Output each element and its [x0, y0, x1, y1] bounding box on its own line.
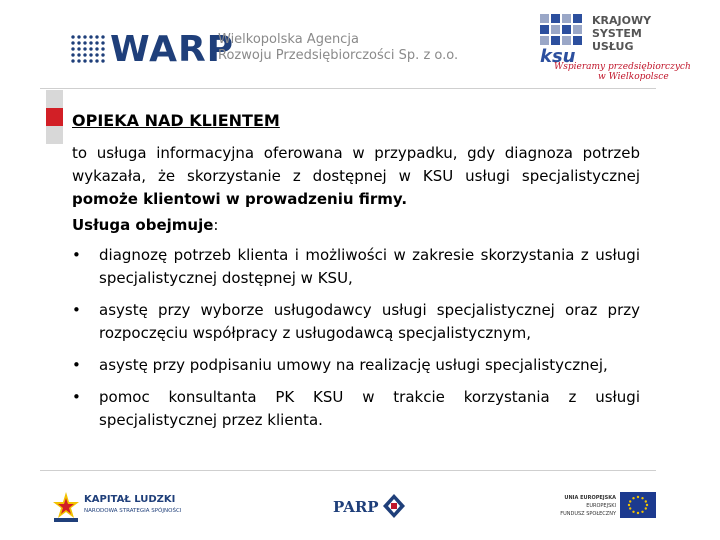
parp-logo [333, 490, 403, 524]
accent-block-grey-bottom [46, 126, 63, 144]
intro-text: to usługa informacyjna oferowana w przypadku, gdy diagnoza potrzeb wykazała, że skorzystanie z dostępnej w KSU usługi specjalistycznej [72, 144, 640, 185]
scope-label [72, 214, 218, 236]
accent-block-red [46, 108, 63, 126]
kapital-ludzki-subtitle: NARODOWA STRATEGIA SPÓJNOŚCI [84, 508, 182, 514]
scope-label-text: Usługa obejmuje [72, 216, 214, 234]
scope-label-colon: : [213, 216, 219, 234]
ksu-tagline-1: Wspieramy przedsiębiorczych [554, 62, 691, 72]
intro-bold-text: pomoże klientowi w prowadzeniu firmy. [72, 190, 408, 208]
list-item [72, 354, 640, 377]
bullet-icon: • [72, 301, 81, 319]
ksu-logo [540, 14, 691, 84]
bullet-icon: • [72, 356, 81, 374]
kapital-ludzki-name: KAPITAŁ LUDZKI [84, 494, 176, 505]
eu-text [560, 494, 616, 518]
parp-logo-text: PARP [333, 498, 379, 516]
kapital-ludzki-logo [52, 488, 182, 524]
bullet-icon: • [72, 388, 81, 406]
warp-dots-icon [70, 34, 106, 64]
scope-list [72, 244, 640, 441]
list-item-text: asystę przy podpisaniu umowy na realizację usługi specjalistycznej, [99, 356, 608, 374]
bullet-icon: • [72, 246, 81, 264]
warp-subtitle-line1: Wielkopolska Agencja [218, 32, 359, 47]
warp-logo [70, 28, 459, 74]
list-item [72, 299, 640, 345]
ksu-name [592, 14, 651, 53]
list-item-text: pomoc konsultanta PK KSU w trakcie korzystania z usługi specjalistycznej przez klienta. [99, 388, 640, 429]
warp-subtitle [218, 32, 458, 64]
ksu-name-line2: SYSTEM [592, 27, 642, 40]
ksu-logo-word: ksu [540, 46, 576, 67]
ksu-name-line3: USŁUG [592, 40, 634, 53]
ksu-name-line1: KRAJOWY [592, 14, 652, 27]
list-item-text: asystę przy wyborze usługodawcy usługi specjalistycznej oraz przy rozpoczęciu współpracy z usługodawcą specjalistycznym, [99, 301, 640, 342]
eu-logo [560, 492, 660, 524]
eu-line1: UNIA EUROPEJSKA [564, 495, 616, 501]
list-item-text: diagnozę potrzeb klienta i możliwości w zakresie skorzystania z usługi specjalistycznej dostępnej w KSU, [99, 246, 640, 287]
parp-mark-icon [383, 494, 405, 518]
eu-flag-icon [620, 492, 656, 518]
list-item [72, 244, 640, 290]
eu-line2: EUROPEJSKI [586, 503, 616, 509]
intro-paragraph [72, 142, 640, 211]
slide-title: OPIEKA NAD KLIENTEM [72, 111, 280, 130]
eu-line3: FUNDUSZ SPOŁECZNY [560, 511, 616, 517]
warp-subtitle-line2: Rozwoju Przedsiębiorczości Sp. z o.o. [218, 48, 459, 63]
warp-logo-text: WARP [110, 29, 235, 70]
accent-block-grey-top [46, 90, 63, 108]
ksu-tagline-2: w Wielkopolsce [598, 72, 669, 82]
footer-divider [40, 470, 656, 471]
header-divider [40, 88, 656, 89]
ksu-squares-icon [540, 14, 584, 48]
kapital-ludzki-star-icon [52, 488, 80, 524]
list-item [72, 386, 640, 432]
